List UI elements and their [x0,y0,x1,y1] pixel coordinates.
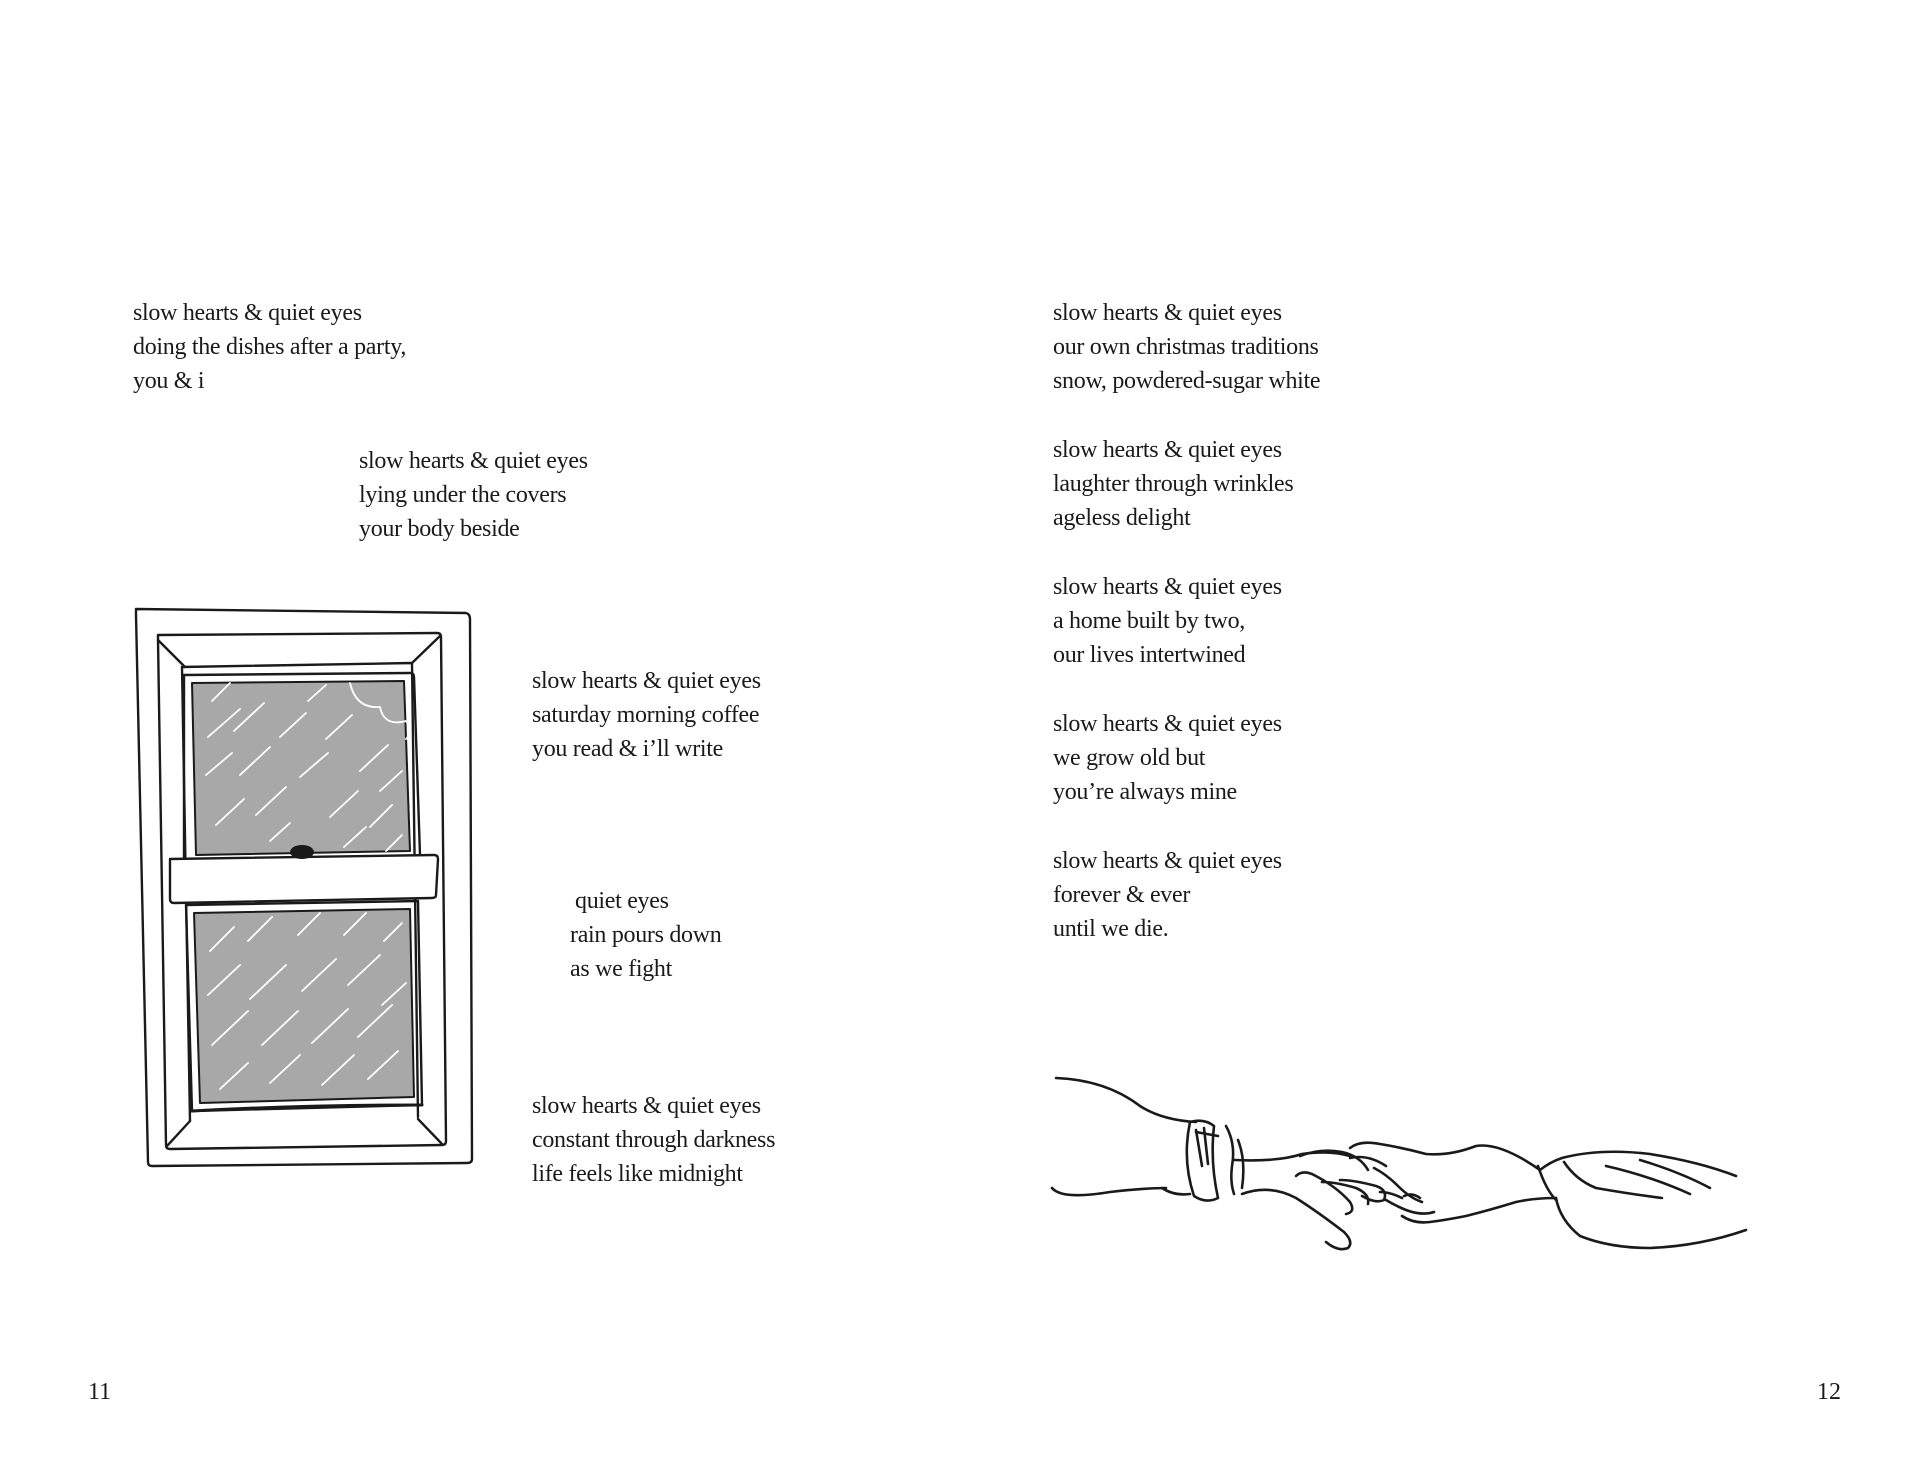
holding-hands-icon [1050,1070,1830,1270]
poem-line: slow hearts & quiet eyes [1053,300,1282,326]
poem-line: slow hearts & quiet eyes [1053,848,1282,874]
poem-line: slow hearts & quiet eyes [1053,574,1282,600]
poem-line: saturday morning coffee [532,702,760,728]
poem-line: slow hearts & quiet eyes [532,668,761,694]
poem-line: forever & ever [1053,882,1191,908]
poem-line: doing the dishes after a party, [133,334,407,360]
stanza [1053,296,1320,398]
poem-line: constant through darkness [532,1127,776,1153]
poem-line: laughter through wrinkles [1053,471,1294,497]
poem-line: slow hearts & quiet eyes [1053,711,1282,737]
poem-line: slow hearts & quiet eyes [133,300,362,326]
poem-line: slow hearts & quiet eyes [1053,437,1282,463]
stanza [532,664,761,766]
right-page [960,0,1920,1483]
poem-line: ageless delight [1053,505,1191,531]
rainy-window-icon [130,605,480,1170]
page-number: 12 [1817,1379,1841,1405]
poem-line: life feels like midnight [532,1161,743,1187]
poem-line: our lives intertwined [1053,642,1246,668]
poem-line: your body beside [359,516,520,542]
poem-line: quiet eyes [575,888,669,914]
poem-line: rain pours down [570,922,722,948]
stanza [359,444,588,546]
poem-line: you’re always mine [1053,779,1237,805]
poem-line: snow, powdered-sugar white [1053,368,1321,394]
poem-line: we grow old but [1053,745,1206,771]
poem-line: slow hearts & quiet eyes [532,1093,761,1119]
stanza [1053,570,1282,672]
poem-line: a home built by two, [1053,608,1245,634]
stanza [133,296,406,398]
stanza [1053,844,1282,946]
poem-line: as we fight [570,956,673,982]
poem-line: you & i [133,368,205,394]
poem-line: until we die. [1053,916,1169,942]
stanza [1053,707,1282,809]
stanza [532,1089,775,1191]
page-number: 11 [88,1379,112,1405]
stanza [1053,433,1293,535]
poem-line: lying under the covers [359,482,567,508]
poem-line: slow hearts & quiet eyes [359,448,588,474]
stanza [570,884,721,986]
poem-line: you read & i’ll write [532,736,723,762]
poem-line: our own christmas traditions [1053,334,1319,360]
